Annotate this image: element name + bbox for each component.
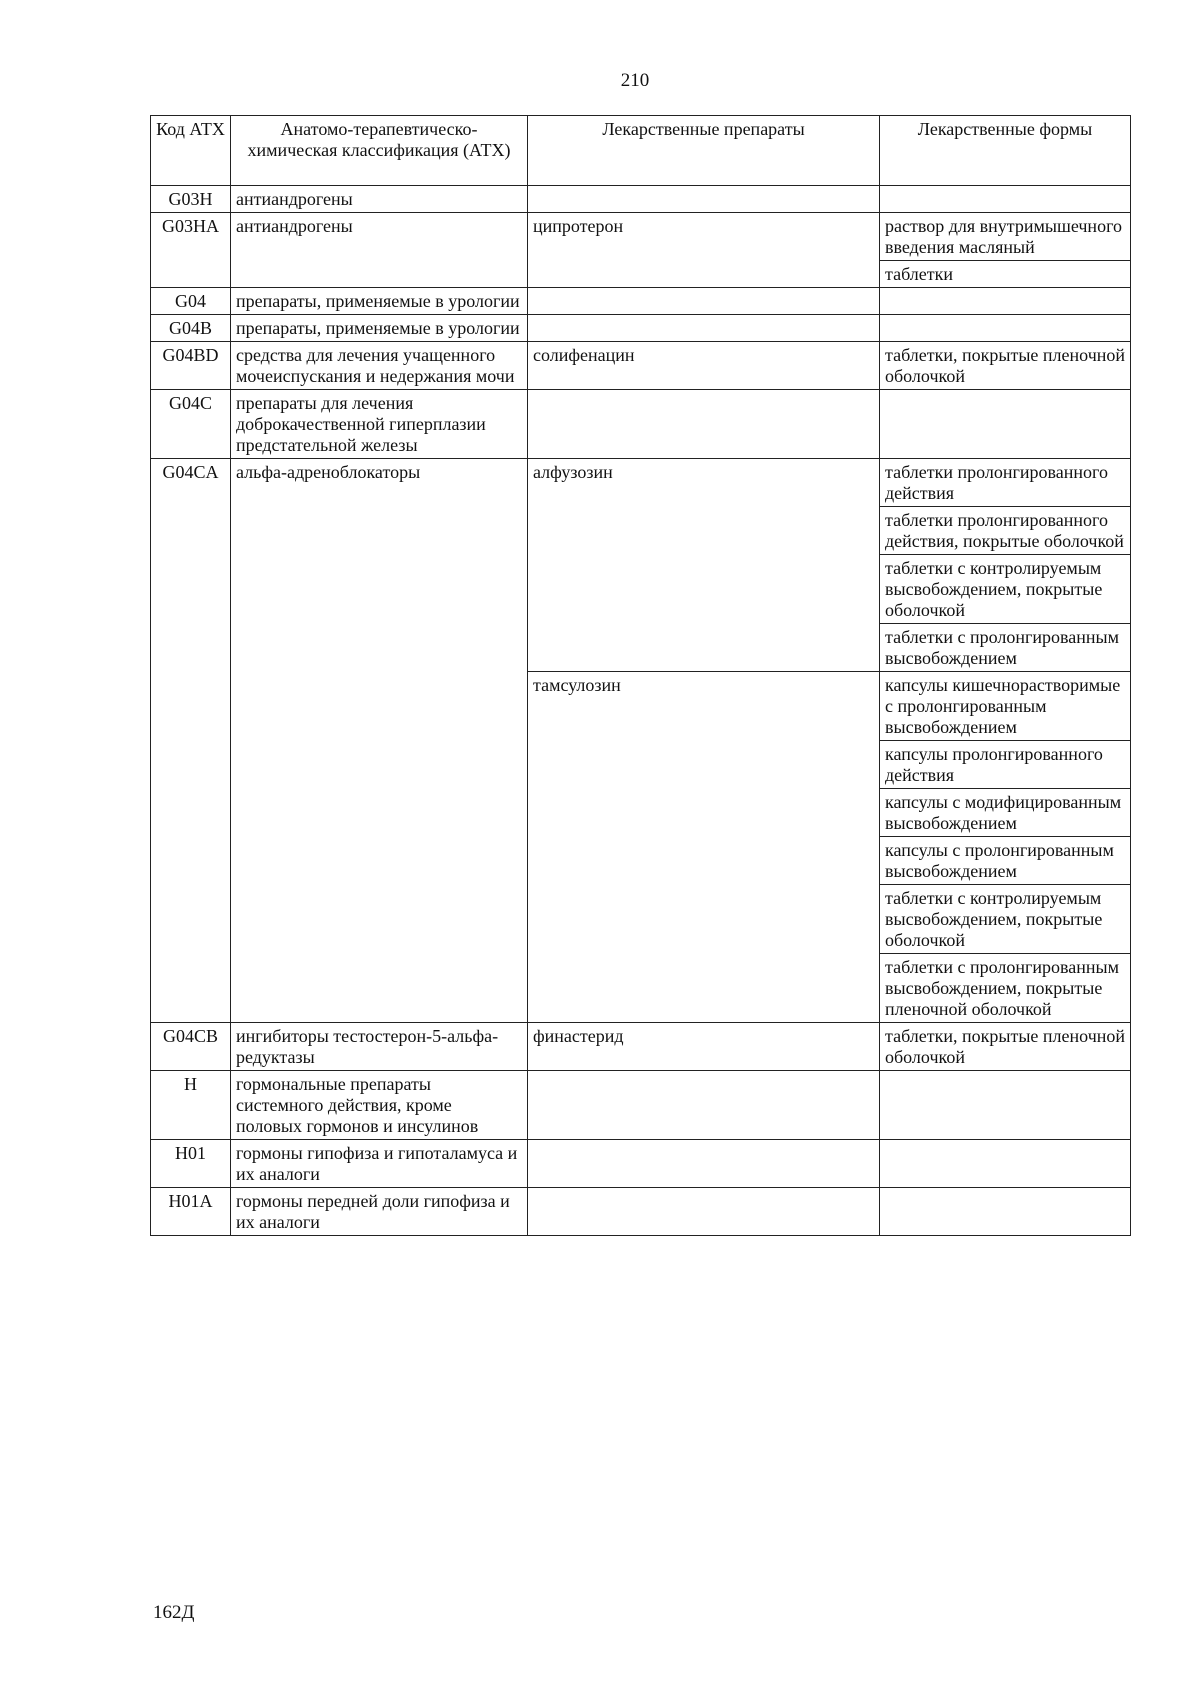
drug-name [528,390,880,459]
drug-name: солифенацин [528,342,880,390]
atx-classification: альфа-адреноблокаторы [231,459,528,1023]
atx-table [150,115,1131,1236]
atx-classification: гормоны гипофиза и гипоталамуса и их аналоги [231,1140,528,1188]
drug-form [880,1140,1131,1188]
table-header-row [151,116,1131,186]
header-drugs: Лекарственные препараты [528,116,880,186]
atx-code: G04BD [151,342,231,390]
table-row [151,186,1131,213]
drug-form: таблетки с пролонгированным высвобождением, покрытые пленочной оболочкой [880,954,1131,1023]
table-row [151,213,1131,261]
table-row [151,1071,1131,1140]
drug-form: таблетки [880,261,1131,288]
drug-name: финастерид [528,1023,880,1071]
drug-form: капсулы пролонгированного действия [880,741,1131,789]
atx-classification: гормоны передней доли гипофиза и их аналоги [231,1188,528,1236]
atx-code: H01A [151,1188,231,1236]
atx-code: G04CB [151,1023,231,1071]
drug-name: алфузозин [528,459,880,672]
drug-form [880,315,1131,342]
drug-form [880,1188,1131,1236]
atx-classification: препараты для лечения доброкачественной гиперплазии предстательной железы [231,390,528,459]
drug-form: капсулы кишечнорастворимые с пролонгированным высвобождением [880,672,1131,741]
drug-form: капсулы с модифицированным высвобождением [880,789,1131,837]
drug-name [528,186,880,213]
drug-name: ципротерон [528,213,880,288]
header-classification: Анатомо-терапевтическо-химическая классификация (АТХ) [231,116,528,186]
drug-form: таблетки с контролируемым высвобождением, покрытые оболочкой [880,885,1131,954]
atx-code: G04C [151,390,231,459]
header-forms: Лекарственные формы [880,116,1131,186]
atx-code: G03HA [151,213,231,288]
drug-form [880,288,1131,315]
table-row [151,1188,1131,1236]
atx-classification: средства для лечения учащенного мочеиспускания и недержания мочи [231,342,528,390]
table-row [151,1023,1131,1071]
drug-form: таблетки с пролонгированным высвобождением [880,624,1131,672]
drug-name [528,315,880,342]
table-row [151,390,1131,459]
table-row [151,459,1131,507]
drug-form: капсулы с пролонгированным высвобождением [880,837,1131,885]
atx-code: G03H [151,186,231,213]
atx-classification: ингибиторы тестостерон-5-альфа-редуктазы [231,1023,528,1071]
atx-code: G04CA [151,459,231,1023]
drug-form [880,1071,1131,1140]
drug-form: таблетки пролонгированного действия [880,459,1131,507]
atx-code: G04 [151,288,231,315]
atx-classification: препараты, применяемые в урологии [231,315,528,342]
table-row [151,288,1131,315]
drug-name: тамсулозин [528,672,880,1023]
atx-classification: антиандрогены [231,213,528,288]
drug-form [880,186,1131,213]
drug-form: раствор для внутримышечного введения масляный [880,213,1131,261]
table-row [151,1140,1131,1188]
drug-form: таблетки, покрытые пленочной оболочкой [880,342,1131,390]
drug-name [528,288,880,315]
drug-name [528,1140,880,1188]
drug-name [528,1188,880,1236]
header-code: Код АТХ [151,116,231,186]
footer-code: 162Д [153,1602,195,1623]
table-row [151,315,1131,342]
drug-form: таблетки с контролируемым высвобождением, покрытые оболочкой [880,555,1131,624]
atx-code: G04B [151,315,231,342]
atx-code: H [151,1071,231,1140]
atx-classification: препараты, применяемые в урологии [231,288,528,315]
drug-form: таблетки пролонгированного действия, покрытые оболочкой [880,507,1131,555]
atx-classification: гормональные препараты системного действия, кроме половых гормонов и инсулинов [231,1071,528,1140]
atx-classification: антиандрогены [231,186,528,213]
drug-form: таблетки, покрытые пленочной оболочкой [880,1023,1131,1071]
atx-code: H01 [151,1140,231,1188]
drug-form [880,390,1131,459]
drug-name [528,1071,880,1140]
table-row [151,342,1131,390]
page-number: 210 [620,70,650,91]
